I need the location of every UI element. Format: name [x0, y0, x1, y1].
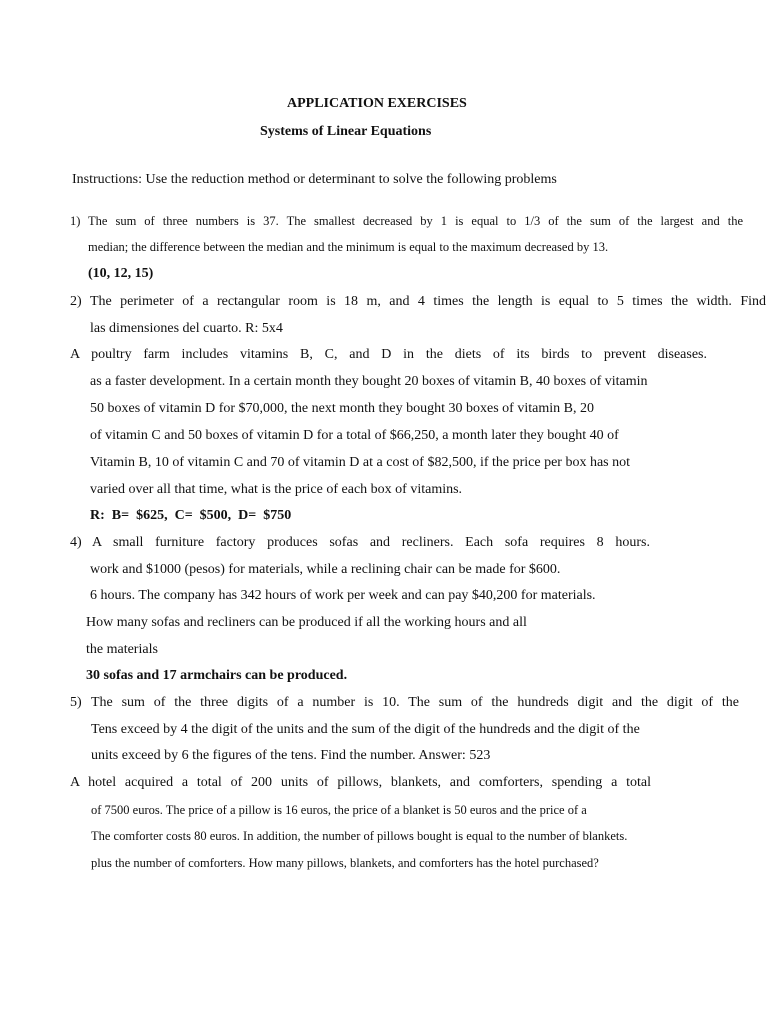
problem-text: as a faster development. In a certain month they bought 20 boxes of vitamin B, 40 boxes of vitamin [90, 374, 648, 389]
problem-text: Tens exceed by 4 the digit of the units and the sum of the digit of the hundreds and the digit of the [91, 722, 640, 737]
problem-text: the materials [86, 642, 158, 657]
problem-text: The sum of the three digits of a number is 10. The sum of the hundreds digit and the digit of the [91, 695, 739, 710]
problem-text: 6 hours. The company has 342 hours of work per week and can pay $40,200 for materials. [90, 588, 596, 603]
problem-text: plus the number of comforters. How many pillows, blankets, and comforters has the hotel purchased? [91, 856, 599, 870]
problem-text: median; the difference between the median and the minimum is equal to the maximum decreased by 13. [88, 240, 609, 254]
problem-number: 4) [70, 535, 82, 550]
problem-text: The perimeter of a rectangular room is 18 m, and 4 times the length is equal to 5 times the width. Find [90, 294, 766, 309]
problem-text: varied over all that time, what is the price of each box of vitamins. [90, 482, 463, 497]
problem-text: The sum of three numbers is 37. The smallest decreased by 1 is equal to 1/3 of the sum of the largest and the [88, 214, 743, 228]
problem-answer: 30 sofas and 17 armchairs can be produced. [86, 668, 348, 683]
page-title: APPLICATION EXERCISES [287, 96, 467, 111]
problem-number: 5) [70, 695, 82, 710]
problem-answer: (10, 12, 15) [88, 266, 154, 281]
problem-text: A poultry farm includes vitamins B, C, and D in the diets of its birds to prevent diseases. [70, 347, 707, 362]
problem-text: A hotel acquired a total of 200 units of pillows, blankets, and comforters, spending a total [70, 775, 651, 790]
problem-number: 1) [70, 214, 81, 228]
instructions: Instructions: Use the reduction method or determinant to solve the following problems [72, 172, 557, 187]
problem-text: How many sofas and recliners can be produced if all the working hours and all [86, 615, 527, 630]
page-subtitle: Systems of Linear Equations [260, 124, 432, 139]
problem-text: work and $1000 (pesos) for materials, while a reclining chair can be made for $600. [90, 562, 561, 577]
problem-text: of 7500 euros. The price of a pillow is 16 euros, the price of a blanket is 50 euros and the price of a [91, 803, 587, 817]
problem-text: of vitamin C and 50 boxes of vitamin D for a total of $66,250, a month later they bought 40 of [90, 428, 619, 443]
problem-text: 50 boxes of vitamin D for $70,000, the next month they bought 30 boxes of vitamin B, 20 [90, 401, 594, 416]
problem-text: las dimensiones del cuarto. R: 5x4 [90, 321, 283, 336]
problem-number: 2) [70, 294, 82, 309]
problem-text: Vitamin B, 10 of vitamin C and 70 of vitamin D at a cost of $82,500, if the price per box has not [90, 455, 631, 470]
problem-text: The comforter costs 80 euros. In addition, the number of pillows bought is equal to the number of blankets. [91, 829, 628, 843]
problem-text: A small furniture factory produces sofas and recliners. Each sofa requires 8 hours. [92, 535, 650, 550]
problem-text: units exceed by 6 the figures of the tens. Find the number. Answer: 523 [91, 748, 491, 763]
problem-answer: R: B= $625, C= $500, D= $750 [90, 508, 292, 523]
